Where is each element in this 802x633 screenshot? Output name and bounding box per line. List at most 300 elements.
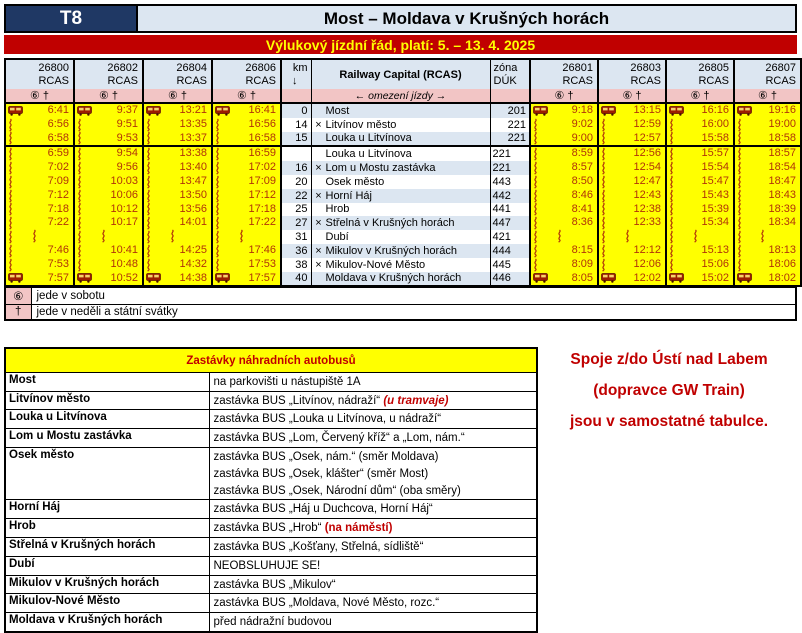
wave-icon <box>669 190 674 202</box>
station-cell <box>311 203 490 217</box>
km-cell: 14 <box>281 118 311 132</box>
bus-icon <box>601 106 616 116</box>
departure-time-cell: 18:39 <box>734 203 801 217</box>
bus-stop-desc-line: zastávka BUS „Osek, klášter“ (směr Most) <box>213 467 429 480</box>
timetable-row <box>5 103 801 118</box>
train-number-header: 26801 RCAS <box>530 59 598 89</box>
down-arrow-icon: ↓ <box>292 74 298 87</box>
bus-icon <box>737 273 752 283</box>
station-cell <box>311 216 490 230</box>
departure-time-cell: 18:02 <box>734 272 801 287</box>
wave-icon <box>737 176 742 188</box>
station-name: Horní Háj <box>325 189 372 202</box>
bus-stop-row <box>5 500 537 519</box>
departure-time-cell: 7:53 <box>5 258 74 272</box>
km-cell: 22 <box>281 189 311 203</box>
departure-time-cell: 12:56 <box>598 146 666 161</box>
wave-icon <box>737 231 742 243</box>
wave-icon <box>215 203 220 215</box>
wave-icon <box>533 231 538 243</box>
bus-stop-desc-line: na parkovišti u nástupiště 1A <box>213 375 361 388</box>
station-name: Louka u Litvínova <box>325 148 412 161</box>
departure-time-cell: 17:22 <box>212 216 281 230</box>
zone-cell: 421 <box>490 230 530 244</box>
wave-icon <box>77 245 82 257</box>
wave-icon <box>669 132 674 144</box>
departure-time-cell: 19:00 <box>734 118 801 132</box>
legend-text: jede v neděli a státní svátky <box>31 305 796 321</box>
bus-stop-row <box>5 391 537 410</box>
wave-icon <box>533 148 538 160</box>
wave-icon <box>146 148 151 160</box>
side-note-line: Spoje z/do Ústí nad Labem <box>570 351 768 369</box>
wave-icon <box>557 230 562 242</box>
bus-icon <box>601 273 616 283</box>
station-name: Střelná v Krušných horách <box>325 217 455 230</box>
departure-time-cell: 18:57 <box>734 146 801 161</box>
km-header: km ↓ <box>281 59 311 89</box>
wave-icon <box>737 119 742 131</box>
wave-icon <box>669 119 674 131</box>
request-stop-mark: × <box>315 258 322 271</box>
legend-row <box>5 305 796 321</box>
departure-time-cell: 7:02 <box>5 161 74 175</box>
bus-stop-name: Lom u Mostu zastávka <box>5 429 209 448</box>
bus-stop-name: Most <box>5 372 209 391</box>
station-name: Dubí <box>325 231 349 244</box>
km-cell: 20 <box>281 175 311 189</box>
departure-time-cell: 17:18 <box>212 203 281 217</box>
bus-stop-desc <box>209 575 537 594</box>
km-cell: 31 <box>281 230 311 244</box>
departure-time-cell: 9:37 <box>74 103 143 118</box>
departure-time-cell: 7:12 <box>5 189 74 203</box>
wave-icon <box>669 231 674 243</box>
departure-time-cell: 7:22 <box>5 216 74 230</box>
departure-time-cell: 18:54 <box>734 161 801 175</box>
bus-stop-note: (u tramvaje) <box>383 394 449 407</box>
departure-time-cell: 8:36 <box>530 216 598 230</box>
departure-time-cell: 15:57 <box>666 146 734 161</box>
wave-icon <box>533 176 538 188</box>
departure-time-cell: 18:47 <box>734 175 801 189</box>
restriction-note: ← omezení jízdy → <box>311 89 490 103</box>
departure-time-cell: 10:17 <box>74 216 143 230</box>
departure-time-cell: 13:35 <box>143 118 212 132</box>
wave-icon <box>533 162 538 174</box>
wave-icon <box>215 132 220 144</box>
wave-icon <box>760 230 765 242</box>
bus-stop-desc <box>209 519 537 538</box>
wave-icon <box>693 230 698 242</box>
station-name: Mikulov-Nové Město <box>325 258 426 271</box>
bus-stop-name: Moldava v Krušných horách <box>5 613 209 632</box>
bus-icon <box>8 106 23 116</box>
legend-text: jede v sobotu <box>31 288 796 305</box>
departure-time-cell: 16:41 <box>212 103 281 118</box>
bus-stop-row <box>5 429 537 448</box>
departure-time-cell: 8:57 <box>530 161 598 175</box>
bus-icon <box>215 273 230 283</box>
wave-icon <box>146 162 151 174</box>
departure-time-cell: 7:18 <box>5 203 74 217</box>
bus-stop-desc <box>209 613 537 632</box>
km-cell <box>281 146 311 161</box>
timetable-row <box>5 161 801 175</box>
departure-time-cell: 13:21 <box>143 103 212 118</box>
departure-time-cell: 15:54 <box>666 161 734 175</box>
station-name: Most <box>325 104 350 117</box>
train-numbers-row <box>5 59 801 89</box>
departure-time-cell: 8:50 <box>530 175 598 189</box>
wave-icon <box>146 132 151 144</box>
wave-icon <box>601 190 606 202</box>
wave-icon <box>146 217 151 229</box>
wave-icon <box>8 203 13 215</box>
zone-cell: 201 <box>490 103 530 118</box>
station-cell <box>311 146 490 161</box>
departure-time-cell: 8:15 <box>530 244 598 258</box>
departure-time-cell: 12:59 <box>598 118 666 132</box>
wave-icon <box>737 217 742 229</box>
timetable-row <box>5 189 801 203</box>
wave-icon <box>601 217 606 229</box>
departure-time-cell: 10:03 <box>74 175 143 189</box>
wave-icon <box>669 245 674 257</box>
zone-cell: 442 <box>490 189 530 203</box>
wave-icon <box>737 245 742 257</box>
departure-time-cell: 13:37 <box>143 132 212 147</box>
km-cell: 38 <box>281 258 311 272</box>
zone-cell: 444 <box>490 244 530 258</box>
departure-time-cell: 14:32 <box>143 258 212 272</box>
wave-icon <box>669 259 674 271</box>
bus-stop-desc <box>209 448 537 500</box>
restriction-cell: ⑥ † <box>74 89 143 103</box>
station-name: Louka u Litvínova <box>325 132 412 145</box>
departure-time-cell: 17:09 <box>212 175 281 189</box>
station-name: Mikulov v Krušných horách <box>325 244 457 257</box>
wave-icon <box>8 231 13 243</box>
restriction-cell: ⑥ † <box>530 89 598 103</box>
timetable-row <box>5 230 801 244</box>
wave-icon <box>601 231 606 243</box>
departure-time-cell: 7:57 <box>5 272 74 287</box>
km-cell: 0 <box>281 103 311 118</box>
bus-icon <box>669 273 684 283</box>
wave-icon <box>8 132 13 144</box>
wave-icon <box>146 259 151 271</box>
departure-time-cell: 8:41 <box>530 203 598 217</box>
bus-stop-row <box>5 575 537 594</box>
restriction-cell: ⑥ † <box>666 89 734 103</box>
bus-stop-row <box>5 594 537 613</box>
wave-icon <box>32 230 37 242</box>
departure-time-cell <box>74 230 143 244</box>
departure-time-cell: 8:46 <box>530 189 598 203</box>
wave-icon <box>601 119 606 131</box>
train-number-header: 26802 RCAS <box>74 59 143 89</box>
departure-time-cell: 12:12 <box>598 244 666 258</box>
wave-icon <box>601 259 606 271</box>
bus-stop-desc-line: zastávka BUS „Mikulov“ <box>213 578 336 591</box>
wave-icon <box>601 245 606 257</box>
wave-icon <box>669 176 674 188</box>
station-cell <box>311 258 490 272</box>
bus-stop-desc-line: zastávka BUS „Hrob“ (na náměstí) <box>213 522 393 535</box>
wave-icon <box>737 190 742 202</box>
wave-icon <box>601 132 606 144</box>
departure-time-cell: 14:38 <box>143 272 212 287</box>
station-name: Osek město <box>325 175 385 188</box>
wave-icon <box>8 148 13 160</box>
wave-icon <box>601 203 606 215</box>
zone-cell: 446 <box>490 272 530 287</box>
departure-time-cell: 18:43 <box>734 189 801 203</box>
station-cell <box>311 244 490 258</box>
departure-time-cell: 15:34 <box>666 216 734 230</box>
wave-icon <box>215 190 220 202</box>
restriction-spacer <box>490 89 530 103</box>
bus-stop-name: Louka u Litvínova <box>5 410 209 429</box>
line-code-badge: T8 <box>4 4 138 33</box>
timetable-row <box>5 203 801 217</box>
wave-icon <box>146 203 151 215</box>
wave-icon <box>533 245 538 257</box>
wave-icon <box>215 259 220 271</box>
bus-stop-name: Hrob <box>5 519 209 538</box>
bus-icon <box>533 106 548 116</box>
departure-time-cell: 19:16 <box>734 103 801 118</box>
station-cell <box>311 175 490 189</box>
station-name: Hrob <box>325 203 350 216</box>
restrictions-row <box>5 89 801 103</box>
km-cell: 36 <box>281 244 311 258</box>
departure-time-cell: 13:47 <box>143 175 212 189</box>
departure-time-cell: 15:43 <box>666 189 734 203</box>
wave-icon <box>77 176 82 188</box>
wave-icon <box>669 148 674 160</box>
departure-time-cell: 13:50 <box>143 189 212 203</box>
wave-icon <box>669 217 674 229</box>
bus-stop-row <box>5 538 537 557</box>
departure-time-cell: 9:51 <box>74 118 143 132</box>
request-stop-mark: × <box>315 217 322 230</box>
departure-time-cell: 10:06 <box>74 189 143 203</box>
wave-icon <box>737 132 742 144</box>
wave-icon <box>8 162 13 174</box>
departure-time-cell <box>212 230 281 244</box>
bus-stop-row <box>5 613 537 632</box>
km-cell: 27 <box>281 216 311 230</box>
wave-icon <box>101 230 106 242</box>
bus-stop-name: Dubí <box>5 556 209 575</box>
bus-stop-name: Litvínov město <box>5 391 209 410</box>
wave-icon <box>669 203 674 215</box>
departure-time-cell: 9:18 <box>530 103 598 118</box>
wave-icon <box>8 259 13 271</box>
departure-time-cell: 15:02 <box>666 272 734 287</box>
zone-cell: 221 <box>490 161 530 175</box>
bus-stop-desc <box>209 500 537 519</box>
request-stop-mark: × <box>315 118 322 131</box>
bus-stop-desc <box>209 538 537 557</box>
bus-icon <box>215 106 230 116</box>
wave-icon <box>8 190 13 202</box>
wave-icon <box>8 217 13 229</box>
departure-time-cell <box>143 230 212 244</box>
bus-stop-row <box>5 410 537 429</box>
wave-icon <box>170 230 175 242</box>
departure-time-cell: 10:48 <box>74 258 143 272</box>
departure-time-cell: 13:40 <box>143 161 212 175</box>
departure-time-cell: 9:53 <box>74 132 143 147</box>
departure-time-cell: 17:02 <box>212 161 281 175</box>
departure-time-cell: 14:01 <box>143 216 212 230</box>
departure-time-cell: 9:00 <box>530 132 598 147</box>
wave-icon <box>215 148 220 160</box>
bus-icon <box>8 273 23 283</box>
bus-stop-desc <box>209 372 537 391</box>
zone-header: zóna DÚK <box>490 59 530 89</box>
departure-time-cell: 17:46 <box>212 244 281 258</box>
departure-time-cell: 15:58 <box>666 132 734 147</box>
bus-icon <box>533 273 548 283</box>
departure-time-cell: 10:12 <box>74 203 143 217</box>
wave-icon <box>8 245 13 257</box>
departure-time-cell: 15:13 <box>666 244 734 258</box>
bus-icon <box>77 106 92 116</box>
departure-time-cell: 18:06 <box>734 258 801 272</box>
wave-icon <box>215 217 220 229</box>
wave-icon <box>601 162 606 174</box>
departure-time-cell: 18:34 <box>734 216 801 230</box>
departure-time-cell: 17:12 <box>212 189 281 203</box>
departure-time-cell: 14:25 <box>143 244 212 258</box>
departure-time-cell <box>666 230 734 244</box>
bus-stop-desc-line: zastávka BUS „Háj u Duchcova, Horní Háj“ <box>213 503 433 516</box>
legend-row <box>5 288 796 305</box>
wave-icon <box>601 176 606 188</box>
zone-cell: 441 <box>490 203 530 217</box>
departure-time-cell: 18:13 <box>734 244 801 258</box>
bus-stop-desc <box>209 594 537 613</box>
departure-time-cell <box>734 230 801 244</box>
departure-time-cell: 17:53 <box>212 258 281 272</box>
km-cell: 16 <box>281 161 311 175</box>
bus-stop-row <box>5 448 537 500</box>
validity-banner: Výlukový jízdní řád, platí: 5. – 13. 4. 2025 <box>4 35 797 54</box>
bus-stop-row <box>5 372 537 391</box>
bus-stop-desc-line: zastávka BUS „Lom, Červený kříž“ a „Lom, nám.“ <box>213 432 465 445</box>
train-number-header: 26803 RCAS <box>598 59 666 89</box>
request-stop-mark: × <box>315 189 322 202</box>
train-number-header: 26805 RCAS <box>666 59 734 89</box>
bus-stop-row <box>5 556 537 575</box>
timetable-row <box>5 258 801 272</box>
timetable-row <box>5 146 801 161</box>
restriction-cell: ⑥ † <box>598 89 666 103</box>
zone-cell: 443 <box>490 175 530 189</box>
departure-time-cell: 15:47 <box>666 175 734 189</box>
departure-time-cell: 12:02 <box>598 272 666 287</box>
wave-icon <box>533 259 538 271</box>
departure-time-cell: 12:54 <box>598 161 666 175</box>
departure-time-cell: 16:58 <box>212 132 281 147</box>
departure-time-cell: 16:16 <box>666 103 734 118</box>
wave-icon <box>215 231 220 243</box>
departure-time-cell: 8:59 <box>530 146 598 161</box>
wave-icon <box>215 119 220 131</box>
departure-time-cell: 16:00 <box>666 118 734 132</box>
departure-time-cell: 12:57 <box>598 132 666 147</box>
departure-time-cell: 16:59 <box>212 146 281 161</box>
wave-icon <box>533 217 538 229</box>
departure-time-cell: 6:59 <box>5 146 74 161</box>
departure-time-cell: 10:52 <box>74 272 143 287</box>
bus-stop-note: (na náměstí) <box>324 522 393 535</box>
bus-stop-desc-line: zastávka BUS „Moldava, Nové Město, rozc.“ <box>213 597 440 610</box>
departure-time-cell: 8:09 <box>530 258 598 272</box>
departure-time-cell: 9:02 <box>530 118 598 132</box>
station-name: Lom u Mostu zastávka <box>325 162 436 175</box>
wave-icon <box>533 190 538 202</box>
bus-stops-title: Zastávky náhradních autobusů <box>5 348 537 372</box>
station-name: Moldava v Krušných horách <box>325 272 462 285</box>
bus-icon <box>77 273 92 283</box>
timetable <box>4 58 802 287</box>
legend-symbol: ⑥ <box>5 288 31 305</box>
wave-icon <box>77 217 82 229</box>
departure-time-cell: 9:54 <box>74 146 143 161</box>
request-stop-mark: × <box>315 244 322 257</box>
departure-time-cell: 15:39 <box>666 203 734 217</box>
timetable-row <box>5 244 801 258</box>
train-number-header: 26807 RCAS <box>734 59 801 89</box>
restriction-cell: ⑥ † <box>212 89 281 103</box>
bus-stop-desc-line: zastávka BUS „Osek, Národní dům“ (oba směry) <box>213 484 461 497</box>
bus-stop-desc <box>209 391 537 410</box>
carrier-header: Railway Capital (RCAS) <box>311 59 490 89</box>
restriction-cell: ⑥ † <box>5 89 74 103</box>
wave-icon <box>77 148 82 160</box>
bus-stop-name: Střelná v Krušných horách <box>5 538 209 557</box>
wave-icon <box>239 230 244 242</box>
departure-time-cell: 18:58 <box>734 132 801 147</box>
departure-time-cell <box>530 230 598 244</box>
bus-stop-desc <box>209 429 537 448</box>
timetable-row <box>5 118 801 132</box>
wave-icon <box>601 148 606 160</box>
wave-icon <box>625 230 630 242</box>
wave-icon <box>77 190 82 202</box>
legend <box>4 287 797 321</box>
station-cell <box>311 132 490 147</box>
km-cell: 15 <box>281 132 311 147</box>
wave-icon <box>737 148 742 160</box>
bus-stops-table <box>4 347 538 633</box>
wave-icon <box>737 259 742 271</box>
km-cell: 25 <box>281 203 311 217</box>
departure-time-cell: 13:38 <box>143 146 212 161</box>
wave-icon <box>77 132 82 144</box>
station-cell <box>311 103 490 118</box>
departure-time-cell: 12:38 <box>598 203 666 217</box>
restriction-spacer <box>281 89 311 103</box>
departure-time-cell: 6:41 <box>5 103 74 118</box>
station-cell <box>311 161 490 175</box>
bus-stop-desc-line: před nádražní budovou <box>213 616 332 629</box>
